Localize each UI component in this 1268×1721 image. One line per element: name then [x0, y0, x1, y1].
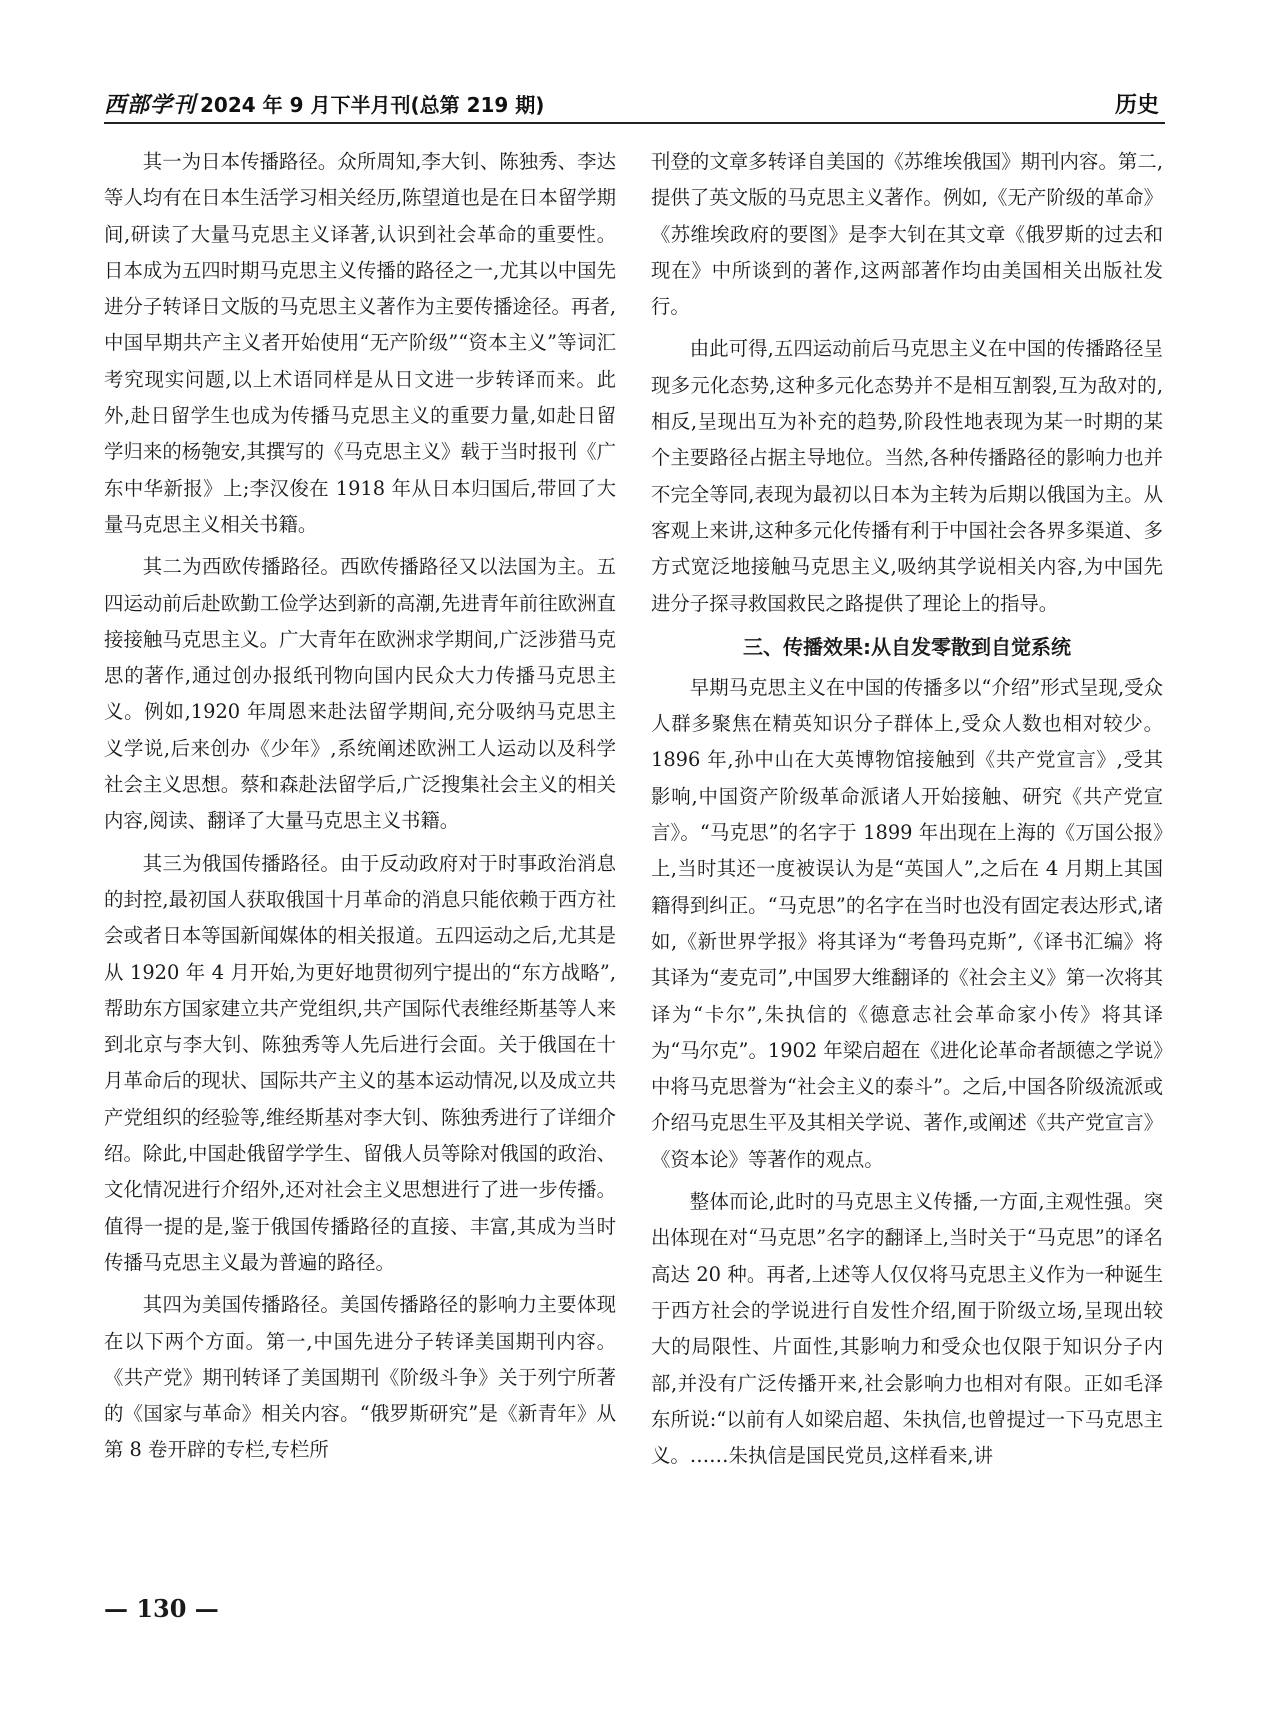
page-number: — 130 —: [104, 1594, 219, 1623]
paragraph-summary: 由此可得,五四运动前后马克思主义在中国的传播路径呈现多元化态势,这种多元化态势并不是相互割裂,互为敌对的,相反,呈现出互为补充的趋势,阶段性地表现为某一时期的某个主要路径占据主导地位。当然,各种传播路径的影响力也并不完全等同,表现为最初以日本为主转为后期以俄国为主。从客观上来讲,这种多元化传播有利于中国社会各界多渠道、多方式宽泛地接触马克思主义,吸纳其学说相关内容,为中国先进分子探寻救国救民之路提供了理论上的指导。: [651, 337, 1163, 615]
right-column: [651, 144, 1163, 1480]
paragraph-japan-route: 其一为日本传播路径。众所周知,李大钊、陈独秀、李达等人均有在日本生活学习相关经历,陈望道也是在日本留学期间,研读了大量马克思主义译著,认识到社会革命的重要性。日本成为五四时期马克思主义传播的路径之一,尤其以中国先进分子转译日文版的马克思主义著作为主要传播途径。再者,中国早期共产主义者开始使用“无产阶级”“资本主义”等词汇考究现实问题,以上术语同样是从日文进一步转译而来。此外,赴日留学生也成为传播马克思主义的重要力量,如赴日留学归来的杨匏安,其撰写的《马克思主义》载于当时报刊《广东中华新报》上;李汉俊在 1918 年从日本归国后,带回了大量马克思主义相关书籍。: [104, 150, 616, 536]
paragraph-russia-route: 其三为俄国传播路径。由于反动政府对于时事政治消息的封控,最初国人获取俄国十月革命的消息只能依赖于西方社会或者日本等国新闻媒体的相关报道。五四运动之后,尤其是从 1920 年 4 月开始,为更好地贯彻列宁提出的“东方战略”,帮助东方国家建立共产党组织,共产国际代表维经斯基等人来到北京与李大钊、陈独秀等人先后进行会面。关于俄国在十月革命后的现状、国际共产主义的基本运动情况,以及成立共产党组织的经验等,维经斯基对李大钊、陈独秀进行了详细介绍。除此,中国赴俄留学学生、留俄人员等除对俄国的政治、文化情况进行介绍外,还对社会主义思想进行了进一步传播。值得一提的是,鉴于俄国传播路径的直接、丰富,其成为当时传播马克思主义最为普遍的路径。: [104, 851, 616, 1274]
left-column: [104, 144, 616, 1475]
running-header: [104, 88, 1165, 124]
paragraph-usa-route-continued: 刊登的文章多转译自美国的《苏维埃俄国》期刊内容。第二,提供了英文版的马克思主义著作。例如,《无产阶级的革命》《苏维埃政府的要图》是李大钊在其文章《俄罗斯的过去和现在》中所谈到的著作,这两部著作均由美国相关出版社发行。: [651, 150, 1163, 319]
paragraph-western-europe-route: 其二为西欧传播路径。西欧传播路径又以法国为主。五四运动前后赴欧勤工俭学达到新的高潮,先进青年前往欧洲直接接触马克思主义。广大青年在欧洲求学期间,广泛涉猎马克思的著作,通过创办报纸刊物向国内民众大力传播马克思主义。例如,1920 年周恩来赴法留学期间,充分吸纳马克思主义学说,后来创办《少年》,系统阐述欧洲工人运动以及科学社会主义思想。蔡和森赴法留学后,广泛搜集社会主义的相关内容,阅读、翻译了大量马克思主义书籍。: [104, 555, 616, 833]
section-heading: 三、传播效果:从自发零散到自觉系统: [743, 634, 1071, 659]
issue-info: 2024 年 9 月下半月刊(总第 219 期): [200, 93, 545, 117]
paragraph-overall-assessment: 整体而论,此时的马克思主义传播,一方面,主观性强。突出体现在对“马克思”名字的翻译上,当时关于“马克思”的译名高达 20 种。再者,上述等人仅仅将马克思主义作为一种诞生于西方社会的学说进行自发性介绍,囿于阶级立场,呈现出较大的局限性、片面性,其影响力和受众也仅限于知识分子内部,并没有广泛传播开来,社会影响力也相对有限。正如毛泽东所说:“以前有人如梁启超、朱执信,也曾提过一下马克思主义。……朱执信是国民党员,这样看来,讲: [651, 1190, 1163, 1468]
section-label: 历史: [1114, 93, 1159, 118]
paragraph-usa-route: 其四为美国传播路径。美国传播路径的影响力主要体现在以下两个方面。第一,中国先进分子转译美国期刊内容。《共产党》期刊转译了美国期刊《阶级斗争》关于列宁所著的《国家与革命》相关内容。“俄罗斯研究”是《新青年》从第 8 卷开辟的专栏,专栏所: [104, 1293, 616, 1462]
journal-logo: 西部学刊: [104, 92, 197, 118]
paragraph-early-dissemination: 早期马克思主义在中国的传播多以“介绍”形式呈现,受众人群多聚焦在精英知识分子群体上,受众人数也相对较少。1896 年,孙中山在大英博物馆接触到《共产党宣言》,受其影响,中国资产阶级革命派诸人开始接触、研究《共产党宣言》。“马克思”的名字于 1899 年出现在上海的《万国公报》上,当时其还一度被误认为是“英国人”,之后在 4 月期上其国籍得到纠正。“马克思”的名字在当时也没有固定表达形式,诸如,《新世界学报》将其译为“考鲁玛克斯”,《译书汇编》将其译为“麦克司”,中国罗大维翻译的《社会主义》第一次将其译为“卡尔”,朱执信的《德意志社会革命家小传》将其译为“马尔克”。1902 年梁启超在《进化论革命者颉德之学说》中将马克思誉为“社会主义的泰斗”。之后,中国各阶级流派或介绍马克思生平及其相关学说、著作,或阐述《共产党宣言》《资本论》等著作的观点。: [651, 675, 1163, 1171]
